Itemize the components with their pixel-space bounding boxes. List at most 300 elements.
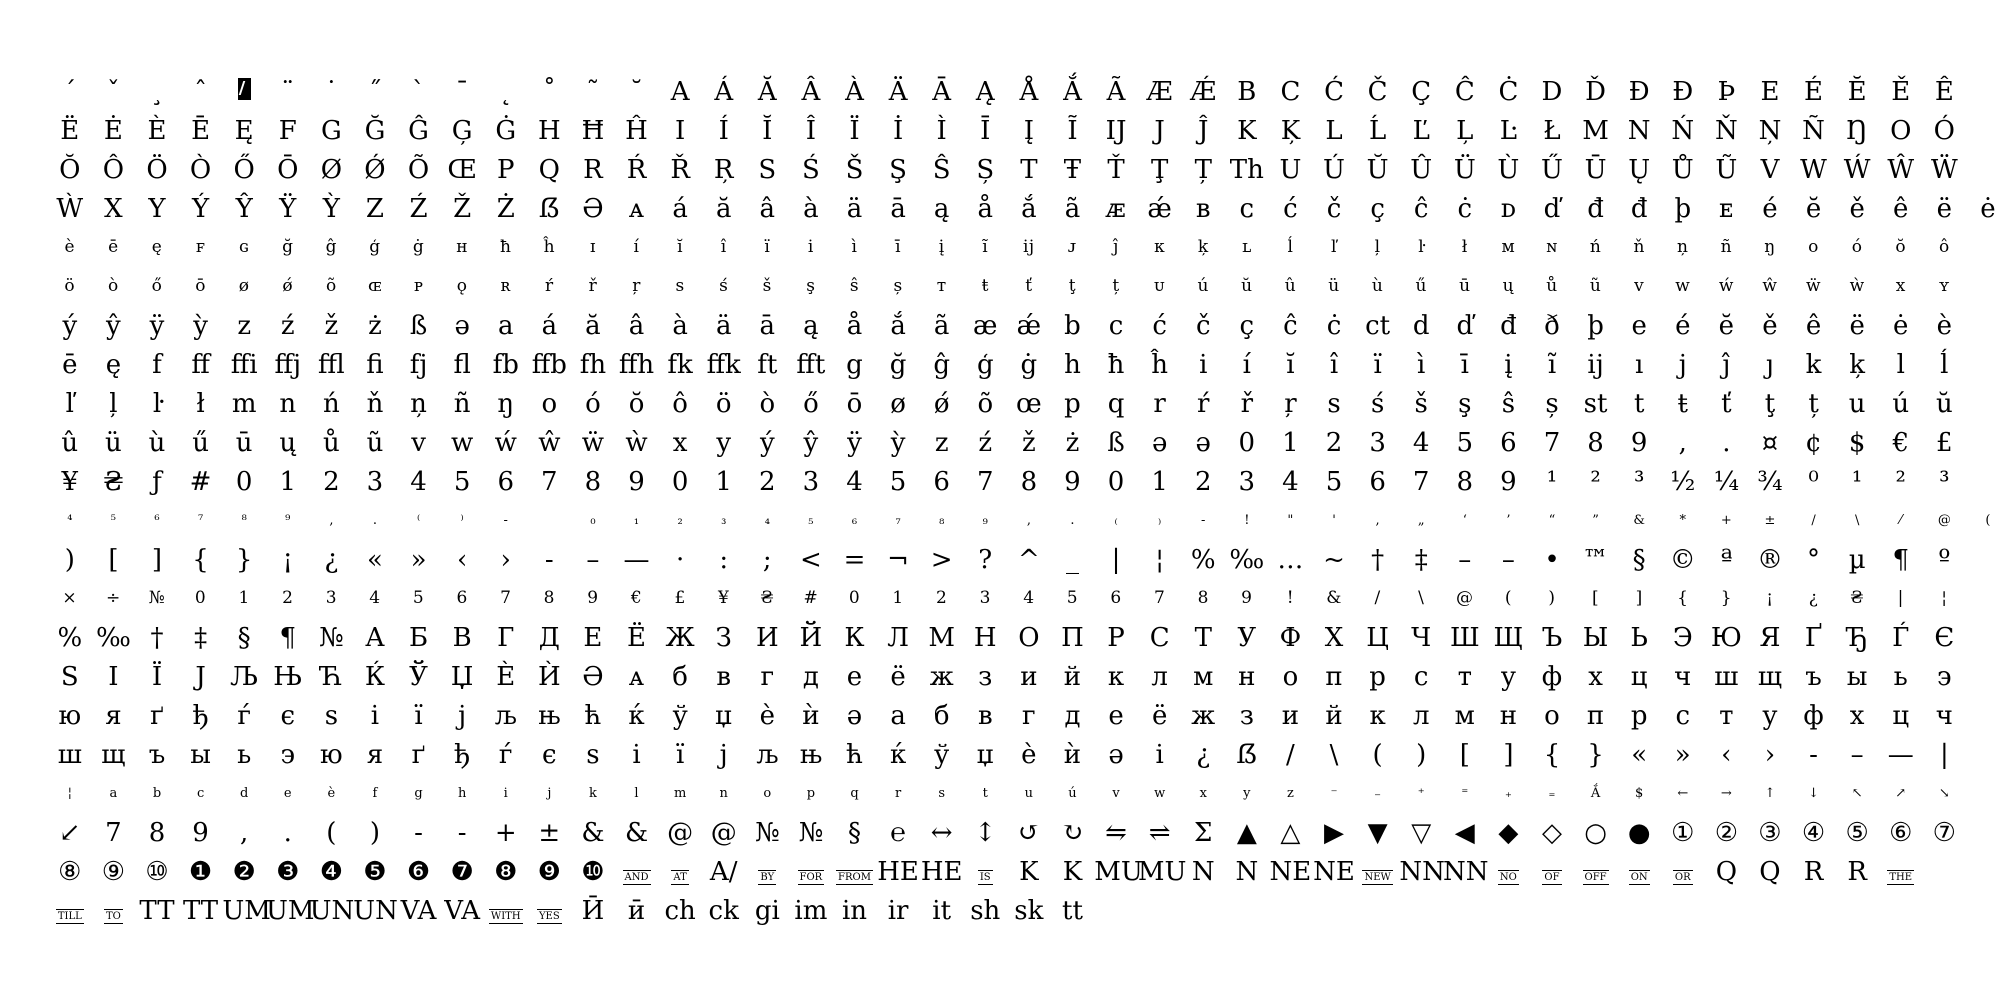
glyph: Ŵ — [1887, 154, 1915, 185]
glyph-cell — [1138, 154, 1182, 185]
glyph-cell — [1748, 514, 1792, 527]
glyph: ‰ — [1229, 544, 1265, 575]
glyph-cell — [1443, 700, 1487, 731]
glyph-cell — [571, 856, 615, 887]
glyph: ff — [191, 349, 210, 380]
glyph: в — [716, 661, 732, 692]
glyph-cell — [963, 427, 1007, 458]
glyph-cell — [135, 514, 179, 527]
glyph: ű — [192, 427, 209, 458]
glyph-cell — [920, 622, 964, 653]
glyph-cell — [571, 622, 615, 653]
glyph-row — [48, 189, 1996, 228]
glyph-cell — [1007, 817, 1051, 848]
glyph: õ — [325, 276, 337, 296]
glyph-cell — [440, 278, 484, 295]
glyph: [ — [1592, 588, 1600, 608]
glyph-cell — [135, 895, 179, 926]
glyph-cell — [1661, 622, 1705, 653]
glyph: y — [1243, 786, 1251, 801]
glyph-cell — [702, 154, 746, 185]
glyph: o — [541, 388, 558, 419]
glyph: ń — [1589, 237, 1602, 257]
glyph: ә — [846, 700, 863, 731]
glyph: “ — [1548, 513, 1556, 528]
glyph: 9 — [628, 466, 645, 497]
glyph: і — [1155, 739, 1164, 770]
glyph-cell — [1051, 388, 1095, 419]
glyph-cell — [746, 349, 790, 380]
glyph-cell — [484, 427, 528, 458]
glyph: ö — [715, 388, 732, 419]
glyph: i — [1199, 349, 1208, 380]
glyph: › — [500, 544, 511, 575]
glyph-cell — [440, 193, 484, 224]
glyph: Ĥ — [625, 115, 648, 146]
glyph-cell — [48, 590, 92, 607]
glyph: – — [1850, 739, 1864, 770]
glyph-cell — [702, 193, 746, 224]
glyph-cell — [658, 388, 702, 419]
glyph: ě — [1762, 310, 1778, 341]
glyph: f — [372, 786, 378, 801]
glyph-cell — [1879, 817, 1923, 848]
glyph-cell — [1312, 817, 1356, 848]
glyph: s — [675, 276, 685, 296]
glyph: f — [152, 349, 162, 380]
glyph-cell — [48, 388, 92, 419]
glyph: ⁸ — [241, 513, 247, 528]
glyph-cell — [658, 349, 702, 380]
glyph: º — [1938, 544, 1951, 575]
glyph-cell — [222, 787, 266, 800]
glyph-cell — [1356, 154, 1400, 185]
glyph-cell — [1530, 622, 1574, 653]
glyph: к — [1107, 661, 1125, 692]
glyph: Ĺ — [1368, 115, 1387, 146]
glyph: ᴊ — [1067, 237, 1077, 257]
glyph-cell — [1181, 739, 1225, 770]
glyph-cell — [353, 661, 397, 692]
glyph-cell — [397, 76, 441, 107]
glyph-cell — [1225, 856, 1269, 887]
glyph-cell — [1051, 278, 1095, 295]
glyph: ¿ — [1808, 588, 1819, 608]
glyph: - — [1201, 513, 1206, 528]
glyph-cell — [963, 239, 1007, 256]
glyph-cell — [1792, 76, 1836, 107]
glyph: K — [1237, 115, 1257, 146]
glyph: ¶ — [279, 622, 297, 653]
glyph-cell — [702, 856, 746, 887]
glyph: ѕ — [324, 700, 339, 731]
glyph: џ — [715, 700, 733, 731]
glyph-cell — [1617, 154, 1661, 185]
glyph: N — [1191, 856, 1215, 887]
glyph-cell — [484, 388, 528, 419]
glyph: ů — [322, 427, 340, 458]
glyph: e — [283, 786, 292, 801]
glyph-cell — [1443, 154, 1487, 185]
glyph-cell — [92, 514, 136, 527]
glyph-cell — [963, 739, 1007, 770]
glyph-cell — [135, 739, 179, 770]
glyph-cell — [266, 544, 310, 575]
glyph: Ě — [1891, 76, 1911, 107]
glyph: Đ — [1628, 76, 1650, 107]
glyph-cell — [135, 239, 179, 256]
glyph: ё — [1151, 700, 1168, 731]
glyph: È — [147, 115, 167, 146]
glyph: å — [977, 193, 994, 224]
glyph-cell — [1138, 739, 1182, 770]
glyph-cell — [1748, 739, 1792, 770]
glyph: E — [1760, 76, 1780, 107]
glyph-cell — [1138, 349, 1182, 380]
glyph-cell — [702, 115, 746, 146]
glyph: ffk — [706, 349, 741, 380]
glyph: Č — [1367, 76, 1388, 107]
glyph: і — [370, 700, 380, 731]
glyph-cell — [658, 115, 702, 146]
glyph: ā — [890, 193, 906, 224]
glyph-cell — [1181, 193, 1225, 224]
glyph-cell — [1007, 514, 1051, 527]
glyph-cell — [1574, 76, 1618, 107]
glyph-cell — [1356, 590, 1400, 607]
glyph-cell — [135, 193, 179, 224]
glyph: $ — [1848, 427, 1866, 458]
glyph: ɶ — [367, 276, 382, 296]
glyph-row — [48, 228, 1968, 267]
glyph-cell — [1051, 310, 1095, 341]
glyph: HE — [877, 856, 919, 887]
glyph-cell — [571, 115, 615, 146]
glyph-cell — [397, 115, 441, 146]
glyph-cell — [571, 466, 615, 497]
glyph: ђ — [192, 700, 209, 731]
glyph: ĕ — [1718, 310, 1735, 341]
glyph: ; — [762, 544, 772, 575]
glyph: ¥ — [61, 466, 79, 497]
glyph: 2 — [323, 466, 340, 497]
glyph: û — [1284, 276, 1297, 296]
glyph: 3 — [1238, 466, 1256, 497]
glyph-cell — [1312, 622, 1356, 653]
glyph: ž — [1022, 427, 1036, 458]
glyph-cell — [1138, 466, 1182, 497]
glyph: ᴁ — [1105, 193, 1127, 224]
glyph: ç — [1239, 310, 1255, 341]
glyph: ? — [978, 544, 993, 575]
glyph: ʟ — [1241, 237, 1252, 257]
glyph-cell — [571, 661, 615, 692]
glyph-cell — [528, 310, 572, 341]
glyph-cell — [1879, 622, 1923, 653]
glyph: ġ — [1020, 349, 1038, 380]
glyph: 9 — [587, 588, 599, 608]
glyph: BY — [760, 871, 775, 883]
glyph-cell — [1574, 427, 1618, 458]
glyph-cell — [920, 349, 964, 380]
glyph-cell — [963, 859, 1007, 885]
glyph: e — [1631, 310, 1647, 341]
glyph: gi — [754, 895, 780, 926]
glyph: ‰ — [95, 622, 131, 653]
glyph: . — [1722, 427, 1731, 458]
glyph-cell — [1269, 787, 1313, 800]
glyph-cell — [1399, 193, 1443, 224]
glyph-cell — [310, 856, 354, 887]
glyph: in — [841, 895, 868, 926]
glyph: $ — [1635, 786, 1644, 801]
glyph-cell — [1225, 590, 1269, 607]
glyph-cell — [179, 700, 223, 731]
glyph-cell — [48, 115, 92, 146]
glyph-cell — [1835, 817, 1879, 848]
glyph-cell — [1312, 856, 1356, 887]
glyph-cell — [1923, 154, 1967, 185]
glyph-cell — [440, 622, 484, 653]
glyph-row — [48, 579, 1968, 618]
glyph-cell — [1879, 661, 1923, 692]
glyph: Я — [1759, 622, 1781, 653]
glyph: ~ — [1323, 544, 1345, 575]
notdef-glyph — [238, 78, 251, 100]
glyph: ú — [1892, 388, 1910, 419]
glyph-cell — [1356, 349, 1400, 380]
glyph: ← — [1677, 786, 1689, 801]
glyph: \ — [1418, 588, 1425, 608]
glyph-cell — [1792, 388, 1836, 419]
glyph: 0 — [194, 588, 207, 608]
glyph: , — [1678, 427, 1687, 458]
glyph: Е — [583, 622, 603, 653]
glyph: n — [719, 786, 728, 801]
glyph-cell — [179, 115, 223, 146]
glyph-cell — [265, 895, 315, 926]
glyph: 6 — [933, 466, 950, 497]
glyph-cell — [920, 590, 964, 607]
glyph-cell — [1617, 544, 1661, 575]
glyph: H — [537, 115, 561, 146]
glyph-cell — [1923, 817, 1967, 848]
glyph-cell — [397, 544, 441, 575]
glyph-row — [48, 306, 1968, 345]
glyph-cell — [397, 700, 441, 731]
glyph: – — [1458, 544, 1472, 575]
glyph-cell — [1138, 544, 1182, 575]
glyph: ǿ — [282, 276, 294, 296]
glyph: & — [1633, 513, 1645, 528]
glyph: 3 — [366, 466, 384, 497]
glyph-cell — [1530, 466, 1574, 497]
glyph-cell — [1007, 310, 1051, 341]
glyph-cell — [1835, 700, 1879, 731]
glyph-cell — [1312, 193, 1356, 224]
glyph: б — [672, 661, 688, 692]
glyph: œ — [1016, 388, 1042, 419]
glyph: Ӣ — [581, 895, 605, 926]
glyph-cell — [1617, 739, 1661, 770]
glyph: ' — [1332, 513, 1336, 528]
glyph: Њ — [273, 661, 303, 692]
glyph-cell — [1356, 817, 1400, 848]
glyph: Ə — [582, 193, 604, 224]
glyph-cell — [222, 817, 266, 848]
glyph-cell — [1269, 388, 1313, 419]
glyph: ô — [1938, 237, 1950, 257]
glyph: AT — [673, 871, 687, 883]
glyph-cell — [1312, 514, 1356, 527]
glyph: в — [977, 700, 993, 731]
glyph: ˋ — [412, 76, 426, 107]
glyph: ³ — [1633, 466, 1645, 497]
glyph-cell — [48, 661, 92, 692]
glyph-cell — [528, 787, 572, 800]
glyph-cell — [963, 700, 1007, 731]
glyph: ĝ — [325, 237, 338, 257]
glyph-cell — [1225, 817, 1269, 848]
glyph-cell — [702, 466, 746, 497]
glyph: ґ — [411, 739, 426, 770]
glyph-cell — [1356, 388, 1400, 419]
glyph: ã — [933, 310, 950, 341]
glyph: t — [1633, 388, 1645, 419]
glyph-cell — [266, 817, 310, 848]
glyph: ŋ — [1764, 237, 1776, 257]
glyph-cell — [1530, 76, 1574, 107]
glyph: Ż — [496, 193, 515, 224]
glyph-cell — [1051, 817, 1095, 848]
glyph-cell — [1225, 239, 1269, 256]
glyph: ‹ — [1721, 739, 1732, 770]
glyph: ⁾ — [460, 513, 464, 528]
glyph: ğ — [282, 237, 294, 257]
glyph-cell — [1269, 466, 1313, 497]
glyph: Ī — [980, 115, 991, 146]
glyph: ĥ — [1151, 349, 1169, 380]
glyph-cell — [1923, 310, 1967, 341]
glyph-cell — [1661, 514, 1705, 527]
glyph-cell — [1530, 859, 1574, 885]
glyph: fb — [492, 349, 519, 380]
glyph: ẃ — [494, 427, 517, 458]
glyph: ć — [1283, 193, 1298, 224]
glyph: # — [189, 466, 212, 497]
glyph-cell — [528, 622, 572, 653]
glyph-cell — [48, 622, 92, 653]
glyph-cell — [1530, 787, 1574, 800]
glyph: ж — [1191, 700, 1216, 731]
glyph: 7 — [541, 466, 558, 497]
glyph: ❷ — [232, 856, 256, 887]
glyph: M — [1582, 115, 1609, 146]
glyph-cell — [135, 154, 179, 185]
glyph-cell — [440, 239, 484, 256]
glyph: Σ — [1194, 817, 1213, 848]
glyph-cell — [1748, 76, 1792, 107]
glyph-cell — [135, 76, 179, 107]
glyph-cell — [48, 544, 92, 575]
glyph: ⁵ — [110, 513, 116, 528]
glyph-cell — [1530, 115, 1574, 146]
glyph: A/ — [709, 856, 738, 887]
glyph: ō — [846, 388, 863, 419]
glyph: 1 — [715, 466, 732, 497]
glyph-cell — [397, 514, 441, 527]
glyph: И — [755, 622, 779, 653]
glyph-cell — [1661, 661, 1705, 692]
glyph: Ž — [453, 193, 472, 224]
glyph-cell — [833, 349, 877, 380]
glyph-cell — [746, 700, 790, 731]
glyph: ½ — [1670, 466, 1696, 497]
glyph-cell — [528, 154, 572, 185]
glyph: UM — [222, 895, 271, 926]
glyph: Т — [1194, 622, 1212, 653]
glyph-cell — [1792, 278, 1836, 295]
glyph-cell — [1269, 427, 1313, 458]
glyph: ê — [1805, 310, 1822, 341]
glyph-cell — [1312, 76, 1356, 107]
glyph-cell — [833, 895, 877, 926]
glyph-cell — [789, 700, 833, 731]
glyph: Ѐ — [496, 661, 516, 692]
glyph: ₌ — [1548, 786, 1556, 801]
glyph: g — [846, 349, 863, 380]
glyph: ₊ — [1504, 786, 1512, 801]
glyph: 1 — [1282, 427, 1299, 458]
glyph-cell — [310, 466, 354, 497]
glyph: 0 — [235, 466, 253, 497]
glyph-cell — [266, 154, 310, 185]
glyph-cell — [484, 817, 528, 848]
glyph-cell — [397, 193, 441, 224]
glyph-cell — [1269, 349, 1313, 380]
glyph-cell — [1661, 544, 1705, 575]
glyph: Û — [1410, 154, 1433, 185]
glyph-cell — [746, 859, 790, 885]
glyph: а — [890, 700, 906, 731]
glyph: → — [1720, 786, 1732, 801]
glyph-cell — [1443, 856, 1489, 887]
glyph: * — [1679, 513, 1687, 528]
glyph: D — [1541, 76, 1563, 107]
glyph: Ş — [889, 154, 907, 185]
glyph-cell — [1399, 856, 1445, 887]
glyph: ❶ — [188, 856, 213, 887]
glyph-cell — [1835, 590, 1879, 607]
glyph-cell — [1792, 661, 1836, 692]
glyph: ˙ — [324, 76, 338, 107]
glyph-cell — [1487, 349, 1531, 380]
glyph-cell — [1835, 466, 1879, 497]
glyph: ĉ — [1283, 310, 1298, 341]
glyph: ② — [1714, 817, 1739, 848]
glyph-cell — [309, 895, 355, 926]
glyph-cell — [1661, 278, 1705, 295]
glyph-cell — [484, 239, 528, 256]
glyph-cell — [1966, 193, 2000, 224]
glyph: ə — [1151, 427, 1168, 458]
glyph-cell — [746, 590, 790, 607]
glyph: ă — [715, 193, 732, 224]
glyph-cell — [1269, 278, 1313, 295]
glyph-cell — [1443, 817, 1487, 848]
glyph: ș — [893, 276, 903, 296]
glyph: ņ — [410, 388, 427, 419]
